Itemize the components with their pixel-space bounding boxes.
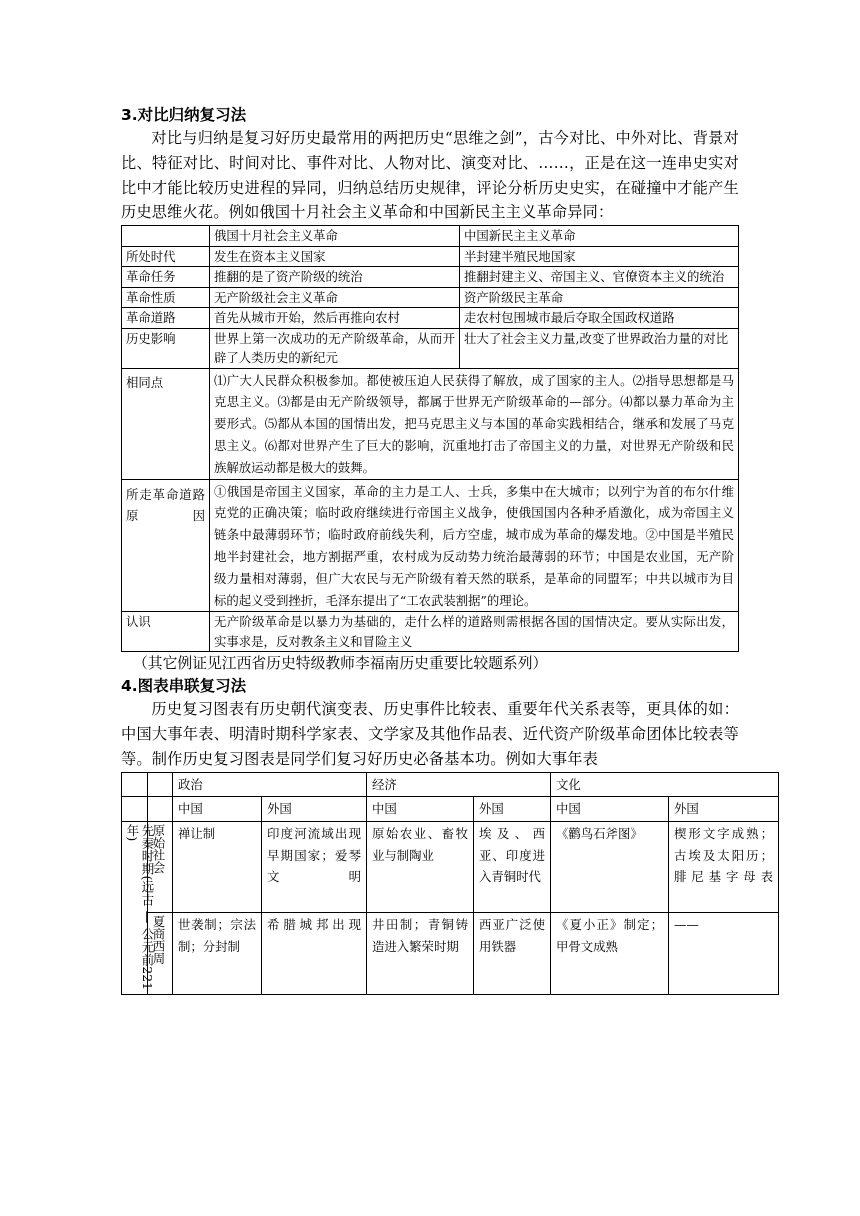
table-cell: 资产阶级民主革命 (460, 287, 739, 308)
table-cell: 《鹳鸟石斧图》 (551, 822, 669, 913)
section-3-paragraph: 对比与归纳是复习好历史最常用的两把历史“思维之剑”，古今对比、中外对比、背景对比、特征对比、时间对比、事件对比、人物对比、演变对比、……，正是在这一连串史实对比中才能比较历史进程的异同，归纳总结历史规律，评论分析历史史实，在碰撞中才能产生历史思维火花。例如俄国十月社会主义革命和中国新民主主义革命异同： (121, 129, 739, 222)
sub-header-china: 中国 (173, 797, 262, 822)
table-cell: 楔形文字成熟；古埃及太阳历；腓尼基字母表 (669, 822, 779, 913)
era-label-text: 夏商西周 (151, 914, 166, 965)
table-cell: 井田制；青铜铸造进入繁荣时期 (367, 912, 474, 994)
table-cell: 印度河流域出现早期国家；爱琴文明 (262, 822, 367, 913)
table-cell: 《夏小正》制定；甲骨文成熟 (551, 912, 669, 994)
section-4-paragraph: 历史复习图表有历史朝代演变表、历史事件比较表、重要年代关系表等，更具体的如：中国大事年表、明清时期科学家表、文学家及其他作品表、近代资产阶级革命团体比较表等等。制作历史复习图表是同学们复习好历史必备基本功。例如大事年表 (121, 700, 739, 769)
table-row (122, 822, 779, 913)
table-row (122, 912, 779, 994)
table-cell: —— (669, 912, 779, 994)
comparison-table (121, 225, 739, 652)
table-row (122, 479, 739, 612)
table-cell: 埃及、西亚、印度进入青铜时代 (474, 822, 551, 913)
corner-cell (122, 797, 148, 822)
table-cell: 世界上第一次成功的无产阶级革命，从而开辟了人类历史的新纪元 (210, 328, 460, 368)
section-4-heading: 4.图表串联复习法 (121, 677, 247, 696)
sub-header-foreign: 外国 (262, 797, 367, 822)
corner-cell (148, 797, 173, 822)
table-cell: 希腊城邦出现 (262, 912, 367, 994)
table-cell: 无产阶级社会主义革命 (210, 287, 460, 308)
corner-cell (148, 772, 173, 797)
row-label: 相同点 (122, 368, 210, 479)
period-label-text: 先秦时期(远古 — 公元前221年) (125, 824, 155, 991)
table-row (122, 267, 739, 288)
table-cell: 半封建半殖民地国家 (460, 246, 739, 267)
sub-header-china: 中国 (551, 797, 669, 822)
table-subheader-row (122, 797, 779, 822)
table-cell: 推翻封建主义、帝国主义、官僚资本主义的统治 (460, 267, 739, 288)
table-cell: 禅让制 (173, 822, 262, 913)
header-cell: 中国新民主主义革命 (460, 226, 739, 247)
table-row (122, 368, 739, 479)
table-cell: 首先从城市开始，然后再推向农村 (210, 308, 460, 329)
table-header-row (122, 226, 739, 247)
table-row (122, 328, 739, 368)
row-label: 革命性质 (122, 287, 210, 308)
group-header-culture: 文化 (551, 772, 779, 797)
row-label: 所走革命道路原因 (122, 479, 210, 612)
table-row (122, 612, 739, 652)
header-empty-cell (122, 226, 210, 247)
table-cell: 西亚广泛使用铁器 (474, 912, 551, 994)
table-row (122, 308, 739, 329)
source-note: （其它例证见江西省历史特级教师李福南历史重要比较题系列） (133, 655, 548, 673)
era-label-text: 原始社会 (151, 824, 166, 874)
table-cell: ⑴广大人民群众积极参加。都使被压迫人民获得了解放，成了国家的主人。⑵指导思想都是马克思主义。⑶都是由无产阶级领导，都属于世界无产阶级革命的—部分。⑷都以暴力革命为主要形式。⑸都从本国的国情出发，把马克思主义与本国的革命实践相结合，继承和发展了马克思主义。⑹都对世界产生了巨大的影响，沉重地打击了帝国主义的力量，对世界无产阶级和民族解放运动都是极大的鼓舞。 (210, 368, 739, 479)
row-label: 认识 (122, 612, 210, 652)
corner-cell (122, 772, 148, 797)
table-cell: 发生在资本主义国家 (210, 246, 460, 267)
row-label: 革命道路 (122, 308, 210, 329)
table-cell: 原始农业、畜牧业与制陶业 (367, 822, 474, 913)
sub-header-foreign: 外国 (669, 797, 779, 822)
table-cell: 走农村包围城市最后夺取全国政权道路 (460, 308, 739, 329)
table-cell: ①俄国是帝国主义国家，革命的主力是工人、士兵，多集中在大城市；以列宁为首的布尔什维克党的正确决策；临时政府继续进行帝国主义战争，使俄国国内各种矛盾激化，成为帝国主义链条中最薄弱环节；临时政府前线失利，后方空虚，城市成为革命的爆发地。②中国是半殖民地半封建社会，地方割据严重，农村成为反动势力统治最薄弱的环节；中国是农业国，无产阶级力量相对薄弱，但广大农民与无产阶级有着天然的联系，是革命的同盟军；中共以城市为目标的起义受到挫折，毛泽东提出了“工农武装割据”的理论。 (210, 479, 739, 612)
sub-header-foreign: 外国 (474, 797, 551, 822)
header-cell: 俄国十月社会主义革命 (210, 226, 460, 247)
table-cell: 壮大了社会主义力量,改变了世界政治力量的对比 (460, 328, 739, 368)
group-header-politics: 政治 (173, 772, 367, 797)
period-label (122, 822, 155, 995)
table-header-row (122, 772, 779, 797)
table-cell: 无产阶级革命是以暴力为基础的，走什么样的道路则需根据各国的国情决定。要从实际出发，实事求是，反对教条主义和冒险主义 (210, 612, 739, 652)
events-table (121, 772, 779, 995)
row-label: 历史影响 (122, 328, 210, 368)
row-label: 革命任务 (122, 267, 210, 288)
sub-header-china: 中国 (367, 797, 474, 822)
table-cell: 世袭制；宗法制；分封制 (173, 912, 262, 994)
section-3-heading: 3.对比归纳复习法 (121, 106, 247, 124)
row-label: 所处时代 (122, 246, 210, 267)
table-cell: 推翻的是了资产阶级的统治 (210, 267, 460, 288)
group-header-economy: 经济 (367, 772, 551, 797)
table-row (122, 246, 739, 267)
table-row (122, 287, 739, 308)
document-page (121, 100, 773, 995)
